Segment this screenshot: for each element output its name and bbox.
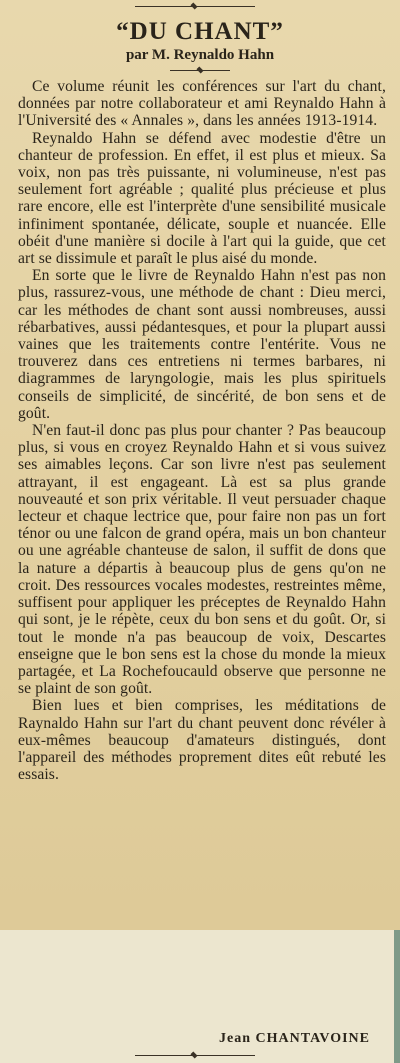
article-paragraph: En sorte que le livre de Reynaldo Hahn n'est pas non plus, rassurez-vous, une méthode de chant : Dieu merci, car les méthodes de chant sont aussi nombreuses, aussi rébarbatives, aussi pédantesques, et pour la plupart aussi vaines que les traitements contre l'entérite. Vous ne trouverez dans ces entretiens ni termes barbares, ni diagrammes de laryngologie, mais les plus spirituels conseils de simplicité, de sincérité, de bon sens et de goût. bbox=[18, 267, 386, 422]
article-title: “DU CHANT” bbox=[116, 18, 284, 45]
article-paragraph: Reynaldo Hahn se défend avec modestie d'être un chanteur de profession. En effet, il est plus et mieux. Sa voix, non pas très puissante, ni volumineuse, n'est pas seulement fort agréable ; qualité plus précieuse et plus rare encore, elle est l'interprète d'une sensibilité musicale infiniment spontanée, délicate, souple et nuancée. Elle obéit d'une manière si docile à l'art qui la guide, que cet art se dissimule et paraît le plus aisé du monde. bbox=[18, 129, 386, 268]
article-paragraph: Ce volume réunit les conférences sur l'art du chant, données par notre collaborateur et ami Reynaldo Hahn à l'Université des « Annales », dans les années 1913-1914. bbox=[18, 78, 386, 130]
bottom-ornament-rule bbox=[135, 1055, 255, 1056]
title-ornament-rule bbox=[170, 70, 230, 71]
author-signature: Jean CHANTAVOINE bbox=[219, 1031, 370, 1046]
top-ornament-rule bbox=[135, 6, 255, 7]
article-body bbox=[18, 78, 386, 783]
paper-edge-strip bbox=[394, 930, 400, 1063]
article-paragraph: Bien lues et bien comprises, les méditations de Raynaldo Hahn sur l'art du chant peuvent donc révéler à eux-mêmes beaucoup d'amateurs distingués, dont l'appareil des méthodes proprement dites eût rebuté les essais. bbox=[18, 697, 386, 784]
article-paragraph: N'en faut-il donc pas plus pour chanter ? Pas beaucoup plus, si vous en croyez Reynaldo Hahn et si vous suivez ses aimables leçons. Car son livre n'est pas seulement attrayant, il est engageant. Là est sa plus grande nouveauté et son prix véritable. Il veut persuader chaque lecteur et chaque lectrice que, pour faire non pas un fort ténor ou une falcon de grand opéra, mais un bon chanteur ou une agréable chanteuse de salon, il suffit de dons que la nature a départis à beaucoup plus de gens qu'on ne croit. Des ressources vocales modestes, restreintes même, suffisent pour appliquer les préceptes de Reynaldo Hahn qui sont, je le répète, ceux du bon sens et du goût. Or, si tout le monde n'a pas beaucoup de voix, Descartes enseigne que le bon sens est la chose du monde la mieux partagée, et La Rochefoucauld observe que personne ne se plaint de son goût. bbox=[18, 422, 386, 698]
article-byline: par M. Reynaldo Hahn bbox=[125, 47, 275, 63]
